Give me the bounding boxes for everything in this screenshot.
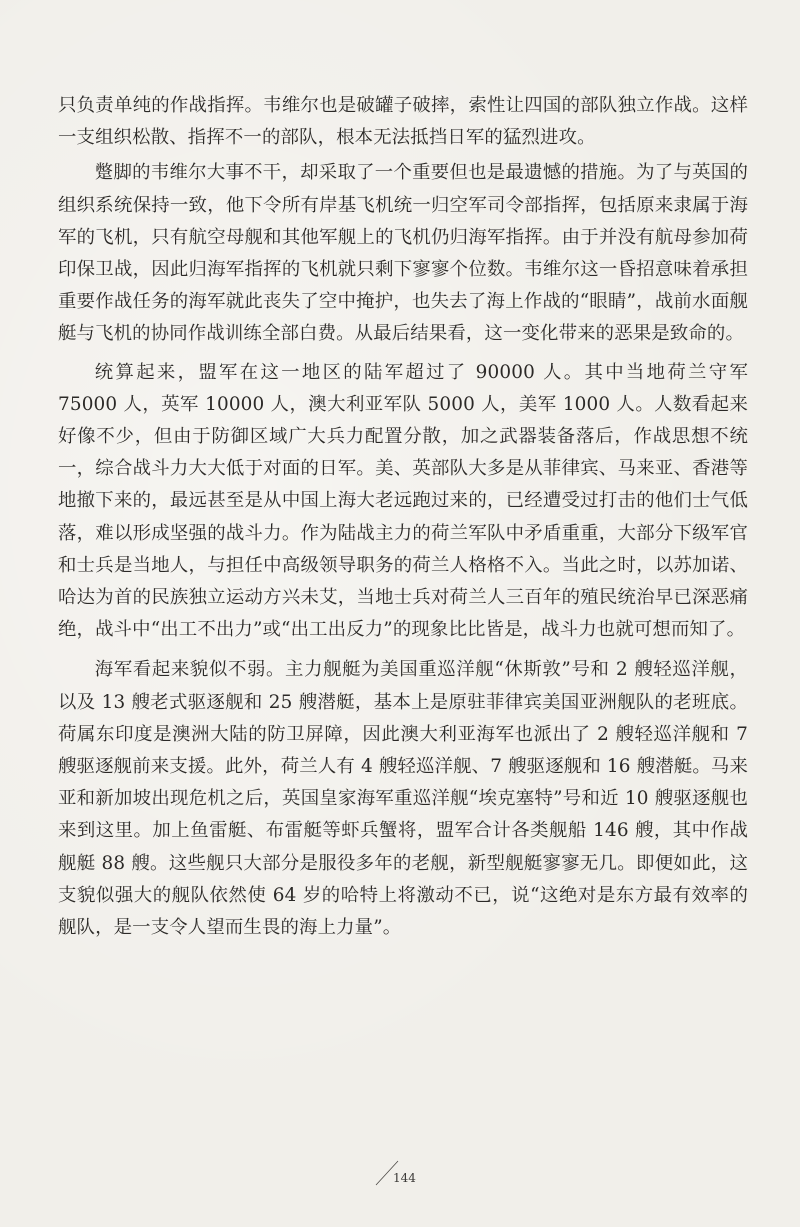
paragraph-4: 海军看起来貌似不弱。主力舰艇为美国重巡洋舰“休斯敦”号和 2 艘轻巡洋舰，以及 13 艘老式驱逐舰和 25 艘潜艇，基本上是原驻菲律宾美国亚洲舰队的老班底。荷属东印度是澳洲大陆的防卫屏障，因此澳大利亚海军也派出了 2 艘轻巡洋舰和 7 艘驱逐舰前来支援。此外，荷兰人有 4 艘轻巡洋舰、7 艘驱逐舰和 16 艘潜艇。马来亚和新加坡出现危机之后，英国皇家海军重巡洋舰“埃克塞特”号和近 10 艘驱逐舰也来到这里。加上鱼雷艇、布雷艇等虾兵蟹将，盟军合计各类舰船 146 艘，其中作战舰艇 88 艘。这些舰只大部分是服役多年的老舰，新型舰艇寥寥无几。即便如此，这支貌似强大的舰队依然使 64 岁的哈特上将激动不已，说“这绝对是东方最有效率的舰队，是一支令人望而生畏的海上力量”。: [58, 659, 748, 939]
page-footer: [0, 1158, 800, 1198]
page-number: 144: [393, 1171, 416, 1185]
paragraph-1: 只负责单纯的作战指挥。韦维尔也是破罐子破摔，索性让四国的部队独立作战。这样一支组织松散、指挥不一的部队，根本无法抵挡日军的猛烈进攻。: [58, 95, 748, 149]
paragraph-3: 统算起来，盟军在这一地区的陆军超过了 90000 人。其中当地荷兰守军 75000 人，英军 10000 人，澳大利亚军队 5000 人，美军 1000 人。人数看起来好像不少，但由于防御区域广大兵力配置分散，加之武器装备落后，作战思想不统一，综合战斗力大大低于对面的日军。美、英部队大多是从菲律宾、马来亚、香港等地撤下来的，最远甚至是从中国上海大老远跑过来的，已经遭受过打击的他们士气低落，难以形成坚强的战斗力。作为陆战主力的荷兰军队中矛盾重重，大部分下级军官和士兵是当地人，与担任中高级领导职务的荷兰人格格不入。当此之时，以苏加诺、哈达为首的民族独立运动方兴未艾，当地士兵对荷兰人三百年的殖民统治早已深恶痛绝，战斗中“出工不出力”或“出工出反力”的现象比比皆是，战斗力也就可想而知了。: [58, 361, 748, 641]
paragraph-2: 蹩脚的韦维尔大事不干，却采取了一个重要但也是最遗憾的措施。为了与英国的组织系统保持一致，他下令所有岸基飞机统一归空军司令部指挥，包括原来隶属于海军的飞机，只有航空母舰和其他军舰上的飞机仍归海军指挥。由于并没有航母参加荷印保卫战，因此归海军指挥的飞机就只剩下寥寥个位数。韦维尔这一昏招意味着承担重要作战任务的海军就此丧失了空中掩护，也失去了海上作战的“眼睛”，战前水面舰艇与飞机的协同作战训练全部白费。从最后结果看，这一变化带来的恶果是致命的。: [58, 162, 748, 345]
body-text: [58, 90, 748, 944]
